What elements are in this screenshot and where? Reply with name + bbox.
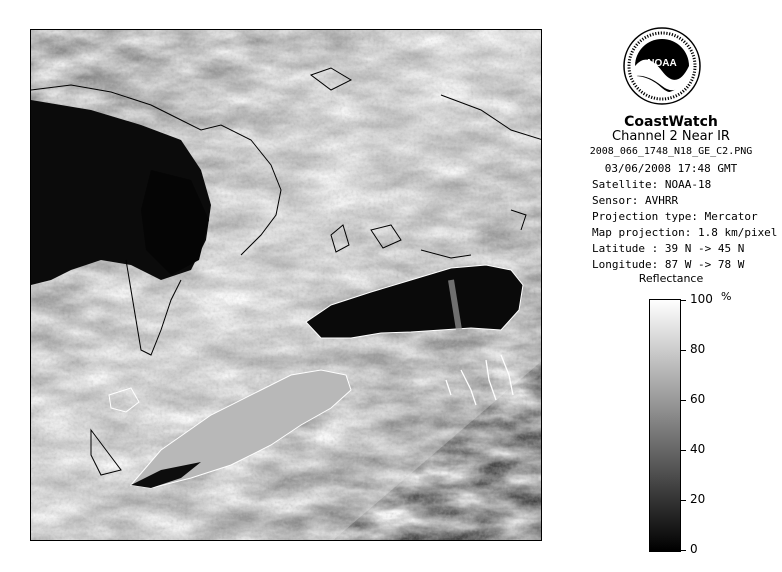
subtitle: Channel 2 Near IR [612,129,730,144]
meta-projection-type: Projection type: Mercator [592,210,758,223]
satellite-image [30,29,542,541]
satellite-image-svg [31,30,542,541]
colorbar-tick [681,450,686,451]
meta-map-projection: Map projection: 1.8 km/pixel [592,226,778,239]
meta-longitude: Longitude: 87 W -> 78 W [592,258,745,271]
colorbar-tick-label: 80 [690,342,706,356]
colorbar-unit: % [721,290,732,303]
meta-satellite: Satellite: NOAA-18 [592,178,712,191]
datetime: 03/06/2008 17:48 GMT [604,162,738,175]
colorbar-tick-label: 20 [690,492,706,506]
info-panel [560,20,782,560]
colorbar-tick-label: 40 [690,442,706,456]
colorbar-tick [681,400,686,401]
noaa-logo [622,26,702,106]
logo-text: NOAA [647,58,677,69]
colorbar [649,299,681,552]
meta-latitude: Latitude : 39 N -> 45 N [592,242,745,255]
colorbar-tick [681,550,686,551]
colorbar-tick [681,500,686,501]
colorbar-tick-label: 100 [690,292,713,306]
colorbar-tick [681,350,686,351]
colorbar-tick-label: 60 [690,392,706,406]
filename: 2008_066_1748_N18_GE_C2.PNG [589,146,753,157]
meta-sensor: Sensor: AVHRR [592,194,679,207]
title: CoastWatch [624,114,718,130]
colorbar-tick [681,300,686,301]
colorbar-tick-label: 0 [690,542,698,556]
colorbar-label: Reflectance [638,272,704,285]
